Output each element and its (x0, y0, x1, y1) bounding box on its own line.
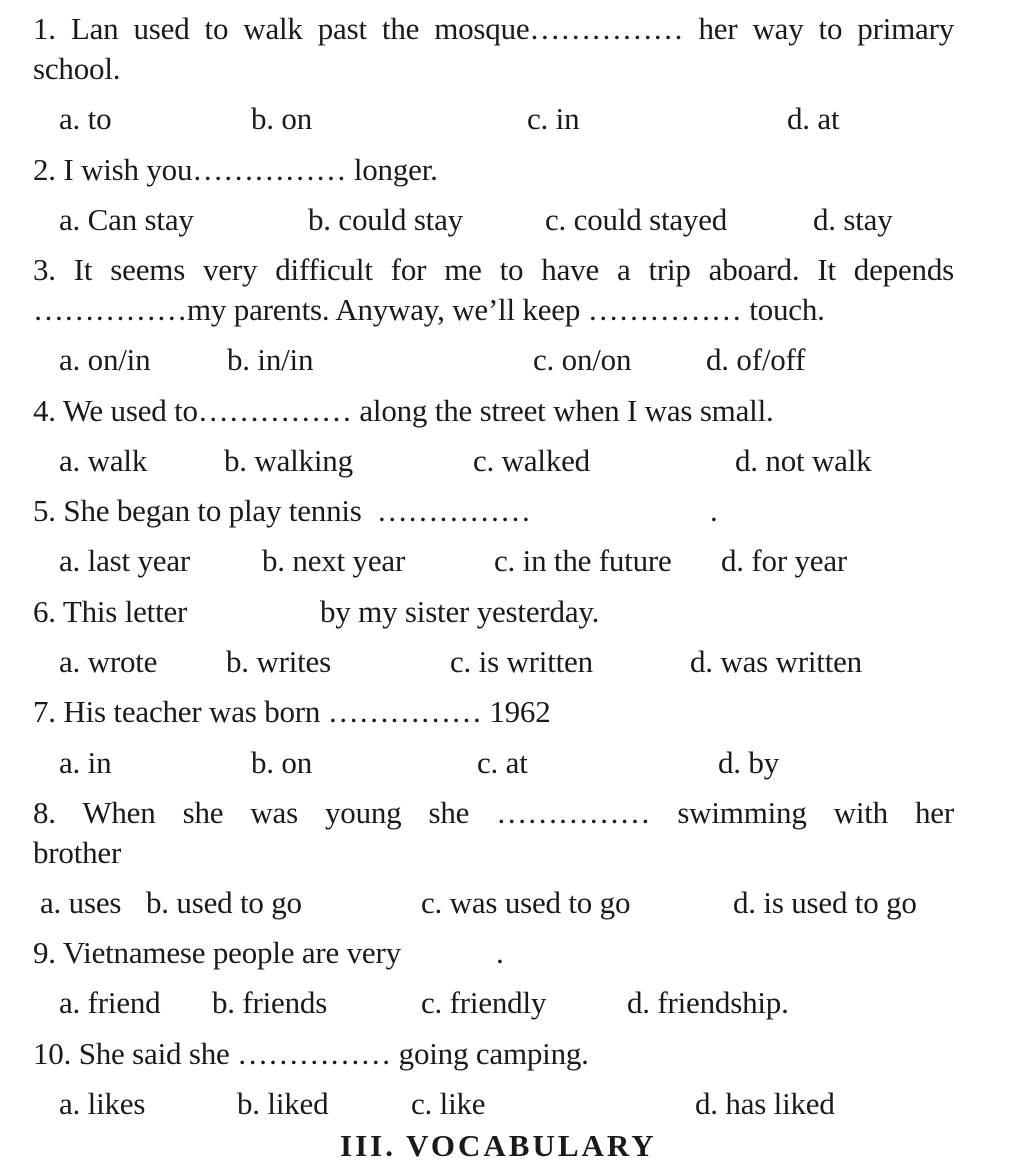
question-6-option-b: b. writes (226, 644, 331, 679)
question-7-option-a: a. in (59, 745, 112, 780)
question-8-option-b: b. used to go (146, 885, 302, 920)
question-10-text: 10. She said she …………… going camping. (33, 1036, 589, 1071)
question-1-option-c: c. in (527, 101, 580, 136)
question-2-text: 2. I wish you…………… longer. (33, 152, 438, 187)
question-4-option-b: b. walking (224, 443, 353, 478)
question-2-option-c: c. could stayed (545, 202, 728, 237)
question-9-option-d: d. friendship. (627, 985, 789, 1020)
question-9-option-b: b. friends (212, 985, 328, 1020)
question-1-text: 1. Lan used to walk past the mosque…………… her way to primary (33, 11, 954, 46)
question-1-option-b: b. on (251, 101, 313, 136)
question-4-option-c: c. walked (473, 443, 590, 478)
question-6-text: 6. This letter (33, 594, 188, 629)
question-7-option-b: b. on (251, 745, 313, 780)
question-6-option-c: c. is written (450, 644, 593, 679)
question-2-option-b: b. could stay (308, 202, 463, 237)
question-9-text: 9. Vietnamese people are very (33, 935, 401, 970)
question-8-text: 8. When she was young she …………… swimming with her (33, 795, 954, 830)
question-8-option-a: a. uses (40, 885, 122, 920)
question-3-option-c: c. on/on (533, 342, 632, 377)
question-5-option-b: b. next year (262, 543, 406, 578)
question-4-text: 4. We used to…………… along the street when I was small. (33, 393, 774, 428)
question-4-option-d: d. not walk (735, 443, 872, 478)
question-5-end-period: . (710, 493, 718, 528)
question-10-option-a: a. likes (59, 1086, 146, 1121)
question-4-option-a: a. walk (59, 443, 148, 478)
question-7-option-d: d. by (718, 745, 780, 780)
question-3-option-b: b. in/in (227, 342, 314, 377)
question-10-option-c: c. like (411, 1086, 486, 1121)
question-6-option-a: a. wrote (59, 644, 158, 679)
question-1-option-a: a. to (59, 101, 112, 136)
question-6-text-continued: by my sister yesterday. (320, 594, 600, 629)
question-3-option-a: a. on/in (59, 342, 151, 377)
question-8-text-continued: brother (33, 835, 122, 870)
question-2-option-a: a. Can stay (59, 202, 194, 237)
question-2-option-d: d. stay (813, 202, 893, 237)
question-7-option-c: c. at (477, 745, 528, 780)
question-3-option-d: d. of/off (706, 342, 806, 377)
question-5-text: 5. She began to play tennis …………… (33, 493, 531, 528)
question-9-option-a: a. friend (59, 985, 161, 1020)
question-5-option-d: d. for year (721, 543, 848, 578)
question-7-text: 7. His teacher was born …………… 1962 (33, 694, 551, 729)
question-8-option-c: c. was used to go (421, 885, 631, 920)
next-section-heading: III. VOCABULARY (340, 1128, 657, 1163)
question-3-text-continued: ……………my parents. Anyway, we’ll keep …………… touch. (33, 292, 825, 327)
question-6-option-d: d. was written (690, 644, 862, 679)
question-9-option-c: c. friendly (421, 985, 547, 1020)
question-1-option-d: d. at (787, 101, 840, 136)
question-3-text: 3. It seems very difficult for me to have a trip aboard. It depends (33, 252, 954, 287)
question-8-option-d: d. is used to go (733, 885, 917, 920)
question-5-option-c: c. in the future (494, 543, 672, 578)
question-9-end-period: . (496, 935, 504, 970)
question-10-option-b: b. liked (237, 1086, 329, 1121)
question-10-option-d: d. has liked (695, 1086, 835, 1121)
question-1-text-continued: school. (33, 51, 121, 86)
question-5-option-a: a. last year (59, 543, 190, 578)
